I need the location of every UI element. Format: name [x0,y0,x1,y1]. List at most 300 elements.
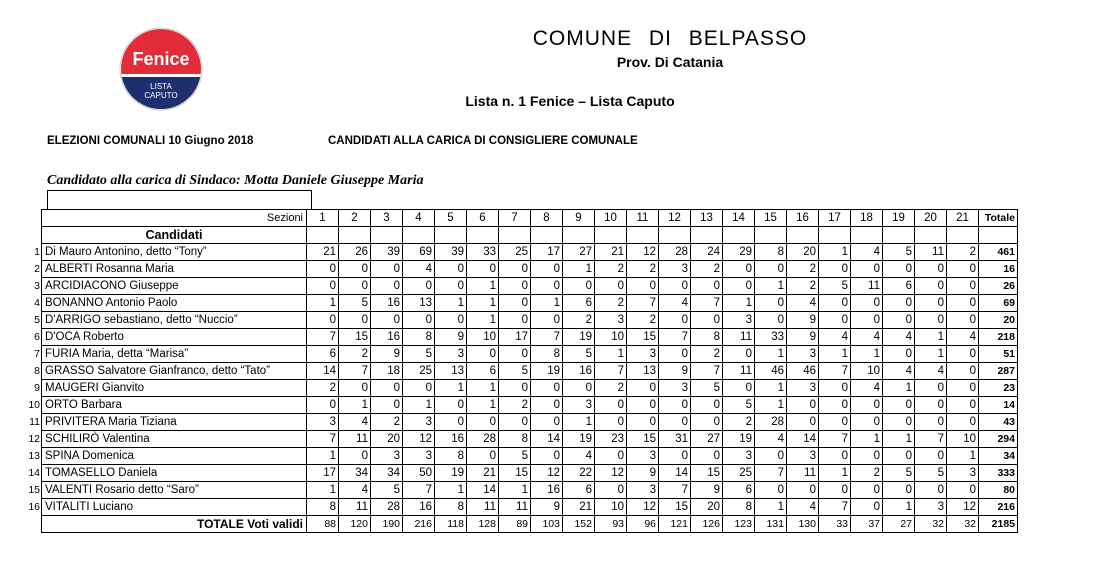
candidate-name: D'OCA Roberto [42,329,307,346]
section-total: 126 [691,516,723,533]
empty-cell [371,227,403,244]
vote-cell: 1 [435,482,467,499]
vote-cell: 10 [947,431,979,448]
vote-cell: 0 [883,397,915,414]
vote-cell: 0 [371,397,403,414]
vote-cell: 9 [435,329,467,346]
row-number: 13 [28,450,40,462]
vote-cell: 20 [787,244,819,261]
total-header: Totale [979,210,1018,227]
vote-cell: 7 [339,363,371,380]
vote-cell: 1 [819,465,851,482]
sections-header-row [20,210,1018,227]
vote-cell: 0 [435,278,467,295]
vote-cell: 11 [787,465,819,482]
vote-cell: 1 [819,346,851,363]
candidate-name: ALBERTI Rosanna Maria [42,261,307,278]
empty-cell [627,227,659,244]
section-header: 18 [851,210,883,227]
vote-cell: 4 [339,414,371,431]
vote-cell: 11 [339,499,371,516]
table-row [20,431,1018,448]
vote-cell: 7 [755,465,787,482]
votes-table [20,209,1018,533]
logo-subtitle-line2: CAPUTO [144,91,178,100]
vote-cell: 4 [403,261,435,278]
vote-cell: 2 [787,261,819,278]
vote-cell: 0 [659,312,691,329]
vote-cell: 39 [371,244,403,261]
vote-cell: 24 [691,244,723,261]
vote-cell: 0 [595,448,627,465]
candidate-total: 14 [979,397,1018,414]
candidate-total: 69 [979,295,1018,312]
vote-cell: 10 [595,329,627,346]
vote-cell: 8 [755,244,787,261]
vote-cell: 16 [371,295,403,312]
vote-cell: 25 [499,244,531,261]
vote-cell: 17 [307,465,339,482]
vote-cell: 1 [755,346,787,363]
row-number: 14 [28,467,40,479]
vote-cell: 0 [947,278,979,295]
fenice-logo [115,27,207,111]
vote-cell: 20 [371,431,403,448]
section-total: 190 [371,516,403,533]
vote-cell: 7 [403,482,435,499]
vote-cell: 0 [531,278,563,295]
vote-cell: 4 [851,244,883,261]
table-row [20,414,1018,431]
vote-cell: 0 [691,278,723,295]
election-label: ELEZIONI COMUNALI 10 Giugno 2018 [47,135,254,147]
vote-cell: 0 [563,278,595,295]
candidate-total: 16 [979,261,1018,278]
vote-cell: 2 [499,397,531,414]
vote-cell: 0 [499,346,531,363]
sections-label: Sezioni [42,210,307,227]
vote-cell: 15 [627,431,659,448]
vote-cell: 1 [435,295,467,312]
vote-cell: 0 [627,414,659,431]
vote-cell: 16 [403,499,435,516]
candidate-total: 23 [979,380,1018,397]
vote-cell: 0 [659,414,691,431]
vote-cell: 8 [723,499,755,516]
vote-cell: 46 [755,363,787,380]
section-total: 152 [563,516,595,533]
vote-cell: 19 [531,363,563,380]
vote-cell: 0 [787,414,819,431]
vote-cell: 1 [467,312,499,329]
vote-cell: 34 [371,465,403,482]
vote-cell: 7 [819,499,851,516]
row-number-spacer [20,210,42,227]
vote-cell: 0 [947,346,979,363]
vote-cell: 4 [947,329,979,346]
vote-cell: 0 [531,261,563,278]
vote-cell: 0 [307,278,339,295]
vote-cell: 3 [595,312,627,329]
vote-cell: 6 [307,346,339,363]
row-number-spacer [20,227,42,244]
totals-row [20,516,1018,533]
vote-cell: 0 [307,261,339,278]
vote-cell: 1 [595,346,627,363]
vote-cell: 7 [659,482,691,499]
vote-cell: 0 [851,448,883,465]
vote-cell: 0 [947,295,979,312]
vote-cell: 8 [435,499,467,516]
vote-cell: 1 [915,346,947,363]
vote-cell: 0 [851,482,883,499]
candidate-name: FURIA Maria, detta “Marisa” [42,346,307,363]
vote-cell: 0 [883,346,915,363]
vote-cell: 1 [307,295,339,312]
vote-cell: 1 [467,397,499,414]
vote-cell: 2 [691,261,723,278]
vote-cell: 1 [403,397,435,414]
list-name: Lista n. 1 Fenice – Lista Caputo [465,93,675,109]
vote-cell: 0 [915,397,947,414]
vote-cell: 0 [371,278,403,295]
vote-cell: 12 [627,499,659,516]
vote-cell: 15 [691,465,723,482]
empty-cell [435,227,467,244]
section-total: 130 [787,516,819,533]
province: Prov. Di Catania [616,54,724,70]
vote-cell: 9 [787,329,819,346]
vote-cell: 14 [467,482,499,499]
vote-cell: 0 [691,312,723,329]
vote-cell: 3 [435,346,467,363]
vote-cell: 0 [947,312,979,329]
vote-cell: 0 [755,261,787,278]
empty-cell [563,227,595,244]
vote-cell: 5 [883,244,915,261]
vote-cell: 1 [915,329,947,346]
vote-cell: 13 [403,295,435,312]
vote-cell: 0 [755,482,787,499]
vote-cell: 28 [371,499,403,516]
vote-cell: 1 [755,499,787,516]
vote-cell: 0 [435,312,467,329]
section-header: 6 [467,210,499,227]
vote-cell: 0 [819,261,851,278]
empty-cell [787,227,819,244]
vote-cell: 0 [499,278,531,295]
vote-cell: 4 [883,329,915,346]
vote-cell: 0 [691,448,723,465]
vote-cell: 25 [723,465,755,482]
vote-cell: 11 [499,499,531,516]
section-total: 121 [659,516,691,533]
row-number: 1 [34,246,40,258]
vote-cell: 11 [339,431,371,448]
vote-cell: 3 [915,499,947,516]
vote-cell: 0 [499,295,531,312]
vote-cell: 0 [883,261,915,278]
vote-cell: 7 [691,363,723,380]
vote-cell: 11 [915,244,947,261]
vote-cell: 0 [371,380,403,397]
vote-cell: 4 [563,448,595,465]
vote-cell: 0 [563,380,595,397]
empty-cell [915,227,947,244]
table-row [20,244,1018,261]
vote-cell: 0 [499,261,531,278]
vote-cell: 5 [723,397,755,414]
vote-cell: 11 [723,329,755,346]
vote-cell: 0 [691,397,723,414]
vote-cell: 1 [755,380,787,397]
vote-cell: 0 [307,312,339,329]
vote-cell: 11 [723,363,755,380]
vote-cell: 4 [851,329,883,346]
vote-cell: 13 [627,363,659,380]
vote-cell: 0 [595,397,627,414]
section-total: 96 [627,516,659,533]
vote-cell: 7 [307,431,339,448]
vote-cell: 27 [563,244,595,261]
vote-cell: 17 [499,329,531,346]
row-number: 6 [34,331,40,343]
candidate-name: GRASSO Salvatore Gianfranco, detto “Tato” [42,363,307,380]
row-number: 16 [28,501,40,513]
vote-cell: 3 [659,380,691,397]
vote-cell: 2 [723,414,755,431]
vote-cell: 5 [819,278,851,295]
candidate-total: 51 [979,346,1018,363]
empty-cell [531,227,563,244]
vote-cell: 2 [563,312,595,329]
vote-cell: 0 [883,295,915,312]
section-header: 5 [435,210,467,227]
vote-cell: 0 [851,295,883,312]
section-header: 20 [915,210,947,227]
vote-cell: 16 [435,431,467,448]
vote-cell: 0 [915,448,947,465]
row-number: 4 [34,297,40,309]
vote-cell: 0 [499,380,531,397]
vote-cell: 15 [659,499,691,516]
vote-cell: 0 [659,346,691,363]
vote-cell: 9 [531,499,563,516]
section-header: 8 [531,210,563,227]
vote-cell: 3 [627,346,659,363]
vote-cell: 10 [467,329,499,346]
vote-cell: 0 [883,312,915,329]
vote-cell: 0 [947,363,979,380]
vote-cell: 0 [947,482,979,499]
vote-cell: 0 [819,414,851,431]
candidate-name: MAUGERI Gianvito [42,380,307,397]
section-header: 16 [787,210,819,227]
vote-cell: 2 [787,278,819,295]
vote-cell: 1 [499,482,531,499]
vote-cell: 13 [435,363,467,380]
vote-cell: 7 [915,431,947,448]
candidate-name: SCHILIRÒ Valentina [42,431,307,448]
vote-cell: 2 [339,346,371,363]
vote-cell: 28 [659,244,691,261]
vote-cell: 0 [531,312,563,329]
vote-cell: 0 [339,312,371,329]
vote-cell: 46 [787,363,819,380]
candidate-name: VALENTI Rosario detto “Saro” [42,482,307,499]
vote-cell: 1 [563,261,595,278]
vote-cell: 5 [371,482,403,499]
section-total: 88 [307,516,339,533]
vote-cell: 3 [403,448,435,465]
candidate-name: D'ARRIGO sebastiano, detto “Nuccio” [42,312,307,329]
vote-cell: 4 [339,482,371,499]
vote-cell: 0 [435,414,467,431]
vote-cell: 1 [723,295,755,312]
empty-cell [755,227,787,244]
vote-cell: 12 [403,431,435,448]
vote-cell: 0 [339,380,371,397]
vote-cell: 5 [499,448,531,465]
vote-cell: 7 [307,329,339,346]
vote-cell: 0 [915,380,947,397]
section-header: 17 [819,210,851,227]
vote-cell: 2 [947,244,979,261]
vote-cell: 1 [755,397,787,414]
vote-cell: 39 [435,244,467,261]
vote-cell: 2 [627,261,659,278]
vote-cell: 0 [883,414,915,431]
vote-cell: 0 [307,397,339,414]
vote-cell: 4 [851,380,883,397]
vote-cell: 0 [467,346,499,363]
section-total: 89 [499,516,531,533]
vote-cell: 0 [723,278,755,295]
row-number-spacer [20,516,42,533]
candidate-name: TOMASELLO Daniela [42,465,307,482]
vote-cell: 12 [627,244,659,261]
vote-cell: 0 [851,397,883,414]
vote-cell: 6 [563,295,595,312]
section-header: 3 [371,210,403,227]
logo-subtitle-line1: LISTA [150,82,172,91]
vote-cell: 12 [595,465,627,482]
vote-cell: 0 [819,380,851,397]
vote-cell: 18 [371,363,403,380]
empty-cell [947,227,979,244]
vote-cell: 0 [787,397,819,414]
vote-cell: 0 [371,312,403,329]
row-number: 10 [28,399,40,411]
vote-cell: 0 [851,414,883,431]
vote-cell: 0 [339,278,371,295]
vote-cell: 8 [403,329,435,346]
vote-cell: 9 [371,346,403,363]
vote-cell: 25 [403,363,435,380]
section-total: 27 [883,516,915,533]
vote-cell: 2 [851,465,883,482]
vote-cell: 6 [883,278,915,295]
vote-cell: 4 [883,363,915,380]
vote-cell: 0 [531,380,563,397]
section-header: 2 [339,210,371,227]
vote-cell: 0 [755,312,787,329]
candidate-total: 287 [979,363,1018,380]
vote-cell: 14 [307,363,339,380]
office-label: CANDIDATI ALLA CARICA DI CONSIGLIERE COMUNALE [328,135,638,147]
vote-cell: 3 [403,414,435,431]
vote-cell: 3 [723,312,755,329]
vote-cell: 21 [467,465,499,482]
vote-cell: 0 [915,295,947,312]
vote-cell: 0 [915,278,947,295]
vote-cell: 4 [787,499,819,516]
vote-cell: 8 [691,329,723,346]
vote-cell: 0 [723,380,755,397]
vote-cell: 26 [339,244,371,261]
vote-cell: 0 [947,397,979,414]
vote-cell: 0 [723,346,755,363]
vote-cell: 31 [659,431,691,448]
table-row [20,312,1018,329]
vote-cell: 0 [659,397,691,414]
vote-cell: 11 [467,499,499,516]
vote-cell: 0 [851,499,883,516]
vote-cell: 3 [371,448,403,465]
empty-cell [307,227,339,244]
vote-cell: 0 [339,261,371,278]
vote-cell: 8 [435,448,467,465]
empty-cell [499,227,531,244]
vote-cell: 5 [339,295,371,312]
vote-cell: 15 [339,329,371,346]
vote-cell: 0 [787,482,819,499]
candidate-name: Di Mauro Antonino, detto “Tony” [42,244,307,261]
vote-cell: 21 [307,244,339,261]
vote-cell: 0 [435,261,467,278]
vote-cell: 1 [467,295,499,312]
vote-cell: 3 [307,414,339,431]
empty-cell [883,227,915,244]
vote-cell: 2 [595,295,627,312]
vote-cell: 0 [883,448,915,465]
section-header: 14 [723,210,755,227]
vote-cell: 7 [531,329,563,346]
header-box [47,190,312,209]
table-row [20,295,1018,312]
table-row [20,380,1018,397]
empty-cell [467,227,499,244]
candidate-total: 461 [979,244,1018,261]
logo-brand: Fenice [132,49,190,69]
vote-cell: 0 [819,448,851,465]
section-total: 37 [851,516,883,533]
candidate-total: 80 [979,482,1018,499]
section-header: 19 [883,210,915,227]
vote-cell: 4 [915,363,947,380]
section-header: 13 [691,210,723,227]
empty-cell [979,227,1018,244]
vote-cell: 8 [307,499,339,516]
section-header: 10 [595,210,627,227]
candidate-total: 216 [979,499,1018,516]
row-number: 5 [34,314,40,326]
candidate-total: 218 [979,329,1018,346]
vote-cell: 3 [787,346,819,363]
vote-cell: 0 [851,261,883,278]
candidate-name: ARCIDIACONO Giuseppe [42,278,307,295]
vote-cell: 0 [755,295,787,312]
